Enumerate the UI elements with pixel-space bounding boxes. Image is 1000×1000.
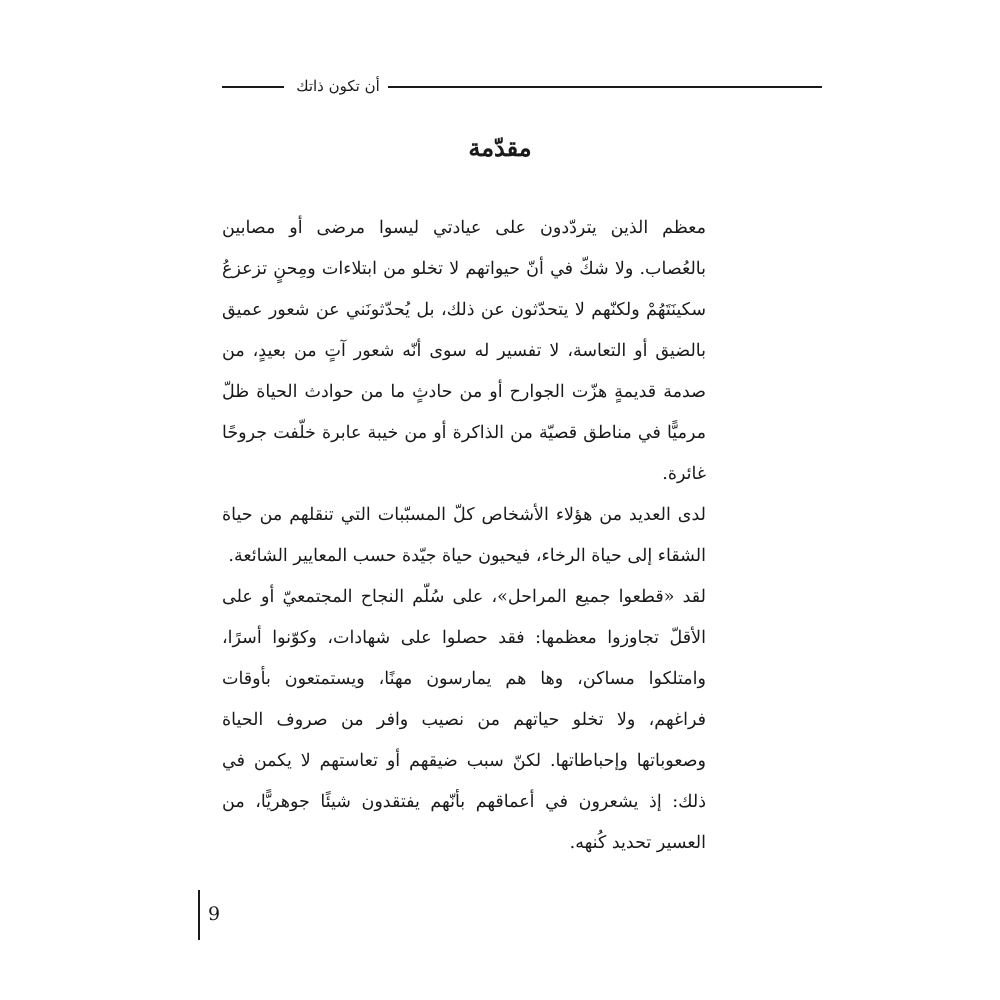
running-header-title: أن تكون ذاتك [296, 77, 380, 95]
running-header [222, 72, 822, 100]
paragraph-3: لقد «قطعوا جميع المراحل»، على سُلّم النجاح المجتمعيّ أو على الأقلّ تجاوزوا معظمها: فقد حصلوا على شهادات، وكوّنوا أسرًا، وامتلكوا مساكن، وها هم يمارسون مهنًا، ويستمتعون بأوقات فراغهم، ولا تخلو حياتهم من نصيب وافر من صروف الحياة وصعوباتها وإحباطاتها. لكنّ سبب ضيقهم أو تعاستهم لا يكمن في ذلك: إذ يشعرون في أعماقهم بأنّهم يفتقدون شيئًا جوهريًّا، من العسير تحديد كُنهه. [222, 587, 706, 853]
paragraph-2: لدى العديد من هؤلاء الأشخاص كلّ المسبّبات التي تنقلهم من حياة الشقاء إلى حياة الرخاء، فيحيون حياة جيّدة حسب المعايير الشائعة. [222, 505, 706, 566]
page-number-rule [198, 890, 200, 940]
chapter-title: مقدّمة [468, 133, 532, 162]
body-text [222, 208, 706, 864]
page-number: 9 [208, 903, 221, 925]
paragraph-1: معظم الذين يتردّدون على عيادتي ليسوا مرضى أو مصابين بالعُصاب. ولا شكّ في أنّ حيواتهم لا تخلو من ابتلاءات ومِحنٍ تزعزعُ سكينَتَهُمْ ولكنّهم لا يتحدّثون عن ذلك، بل يُحدّثونَني عن شعور عميق بالضيق أو التعاسة، لا تفسير له سوى أنّه شعور آتٍ من بعيدٍ، من صدمة قديمةٍ هزّت الجوارح أو من حادثٍ ما من حوادث الحياة ظلّ مرميًّا في مناطق قصيّة من الذاكرة أو من خيبة عابرة خلّفت جروحًا غائرة. [222, 218, 706, 484]
header-rule-left [222, 86, 284, 88]
header-rule-right [388, 86, 822, 88]
